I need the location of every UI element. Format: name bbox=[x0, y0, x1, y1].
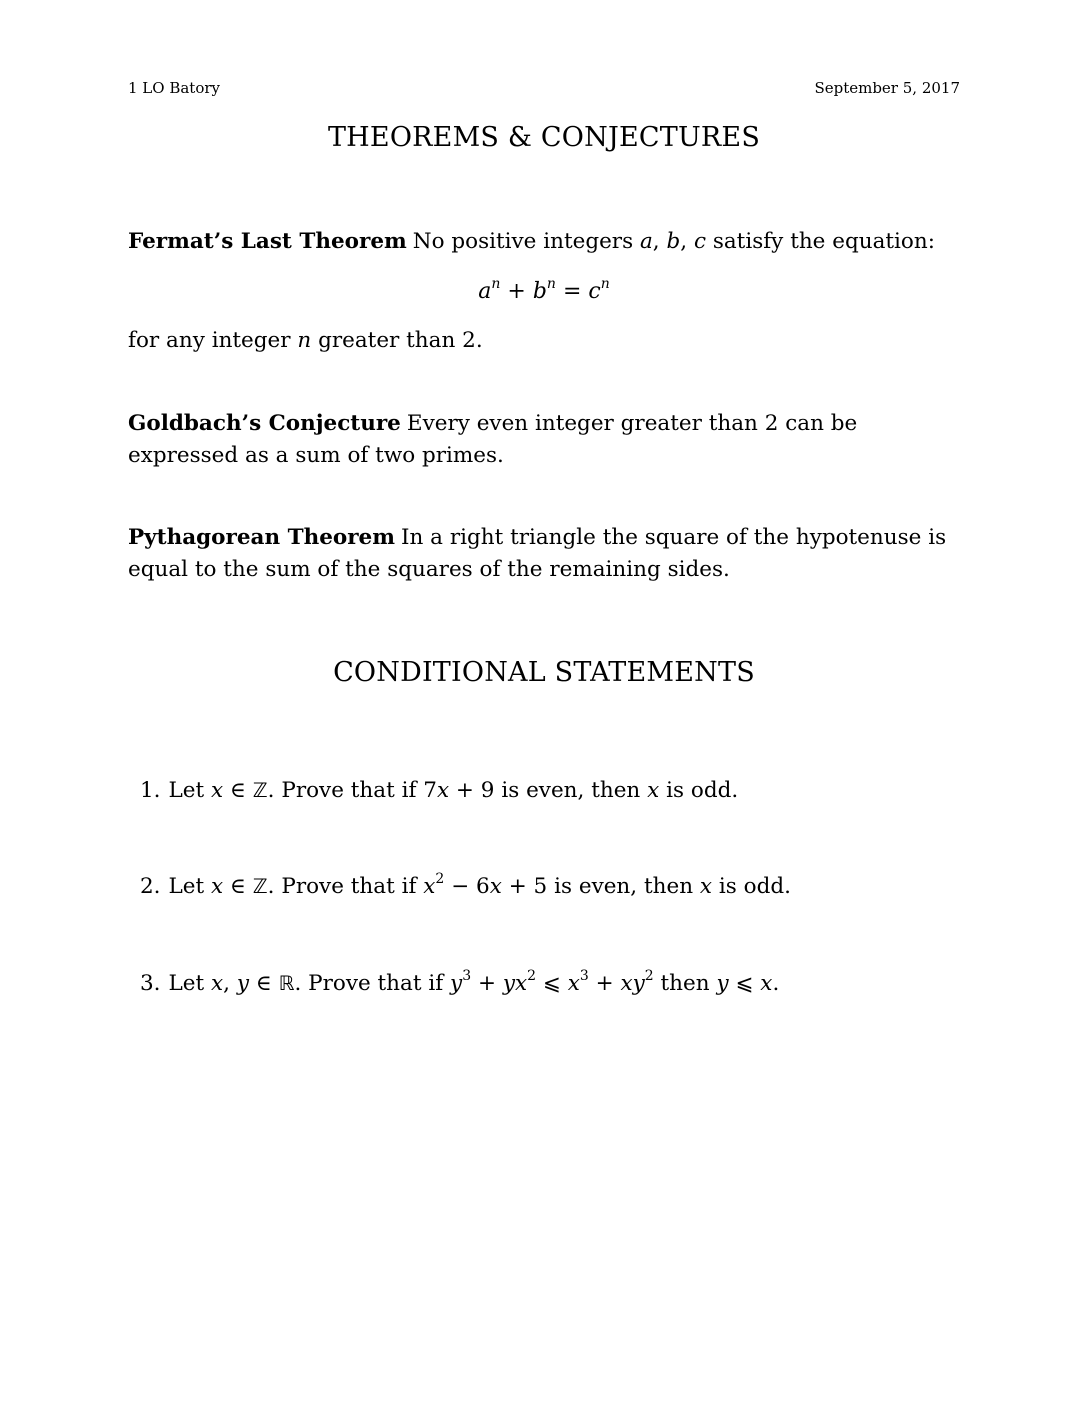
list-item bbox=[140, 967, 779, 1000]
list-item-number: 2. bbox=[140, 874, 161, 899]
fermat-equation: $a^n + b^n = c^n$ bbox=[478, 275, 610, 304]
list-item-number: 3. bbox=[140, 971, 161, 996]
header-date: September 5, 2017 bbox=[814, 79, 960, 97]
goldbach-term: Goldbach’s Conjecture bbox=[128, 411, 401, 436]
list-item bbox=[140, 774, 738, 807]
list-item-text: Let x ∈ ℤ. Prove that if $x^2 - 6x + 5$ is even, then x is odd. bbox=[168, 870, 791, 899]
pythagorean-term: Pythagorean Theorem bbox=[128, 525, 395, 550]
fermat-text: No positive integers a, b, c satisfy the equation: bbox=[412, 229, 935, 254]
section-title-theorems: THEOREMS & CONJECTURES bbox=[327, 122, 761, 153]
fermat-continuation: for any integer n greater than 2. bbox=[128, 328, 483, 353]
goldbach-text: Every even integer greater than 2 can be expressed as a sum of two primes. bbox=[128, 411, 858, 468]
pythagorean-text: In a right triangle the square of the hypotenuse is equal to the sum of the squares of the remaining sides. bbox=[128, 525, 947, 582]
list-item-text: Let x, y ∈ ℝ. Prove that if $y^3 + yx^2$ ⩽ $x^3 + xy^2$ then y ⩽ x. bbox=[168, 967, 780, 996]
list-item-number: 1. bbox=[140, 778, 161, 803]
pythagorean-paragraph bbox=[128, 522, 968, 586]
fermat-paragraph bbox=[128, 226, 968, 258]
header-school: 1 LO Batory bbox=[128, 79, 221, 97]
section-title-conditional: CONDITIONAL STATEMENTS bbox=[333, 657, 755, 688]
goldbach-paragraph bbox=[128, 408, 968, 472]
list-item-text: Let x ∈ ℤ. Prove that if 7x + 9 is even, then x is odd. bbox=[168, 778, 739, 803]
list-item bbox=[140, 870, 791, 903]
fermat-term: Fermat’s Last Theorem bbox=[128, 229, 407, 254]
